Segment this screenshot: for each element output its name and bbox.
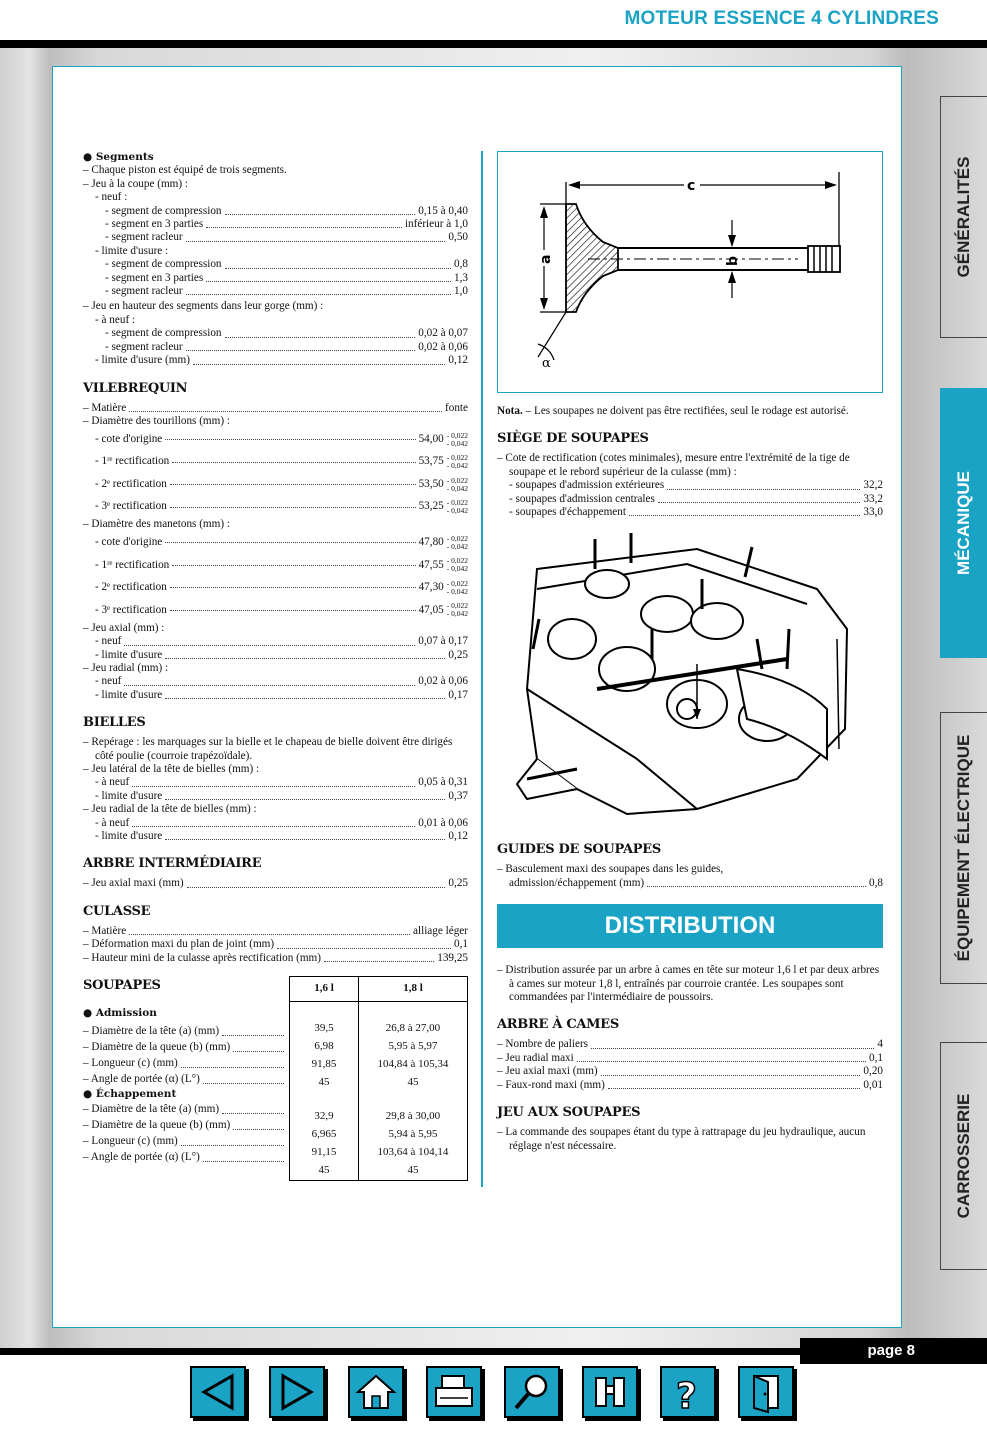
tab-generalites[interactable] (940, 96, 987, 338)
section-line: – Jeu latéral de la tête de bielles (mm) : (83, 762, 260, 775)
search-button[interactable] (504, 1366, 560, 1418)
nota: Nota. – Les soupapes ne doivent pas être rectifiées, seul le rodage est autorisé. (497, 405, 849, 417)
page-number-tab (800, 1338, 987, 1364)
spec-row: - 3ᵉ rectification 47,05 - 0,022 - 0,042 (95, 601, 468, 619)
spec-row: - segment de compression 0,15 à 0,40 (105, 204, 468, 217)
section-line: – Jeu radial (mm) : (83, 661, 169, 674)
spec-row: - 1ʳᵉ rectification 47,55 - 0,022 - 0,042 (95, 556, 468, 574)
spec-row: – Hauteur mini de la culasse après rectification (mm) 139,25 (83, 951, 468, 964)
tab-label: MÉCANIQUE (954, 471, 973, 575)
binoculars-button[interactable] (582, 1366, 638, 1418)
section-line: – Distribution assurée par un arbre à cames en tête sur moteur 1,6 l et par deux arbres à cames sur moteur 1,8 l, entraînés par courroie crantée. Les soupapes sont commandées par l'intermédiaire de poussoirs. (497, 964, 880, 1004)
spec-row: admission/échappement (mm) 0,8 (509, 876, 883, 889)
previous-page-icon (192, 1368, 244, 1416)
spec-row: – Jeu radial maxi 0,1 (497, 1051, 883, 1064)
soupapes-table (289, 976, 468, 1181)
cell: 45 (290, 1074, 359, 1092)
tab-carrosserie[interactable] (940, 1042, 987, 1270)
spec-row: – Diamètre de la queue (b) (mm) (83, 1117, 287, 1133)
spec-row: – Diamètre de la queue (b) (mm) (83, 1039, 287, 1055)
spec-row: – Angle de portée (α) (L°) (83, 1071, 287, 1087)
page-number: page 8 (867, 1342, 915, 1359)
spec-row: – Longueur (c) (mm) (83, 1055, 287, 1071)
cell: 103,64 à 104,14 (377, 1146, 449, 1159)
tab-mecanique[interactable] (940, 388, 987, 658)
next-page-button[interactable] (269, 1366, 325, 1418)
spec-row: - 2ᵉ rectification 53,50 - 0,022 - 0,042 (95, 475, 468, 493)
spec-row: - segment en 3 parties 1,3 (105, 271, 468, 284)
spec-row: – Longueur (c) (mm) (83, 1133, 287, 1149)
spec-row: – Angle de portée (α) (L°) (83, 1149, 287, 1165)
spec-row: - soupapes d'échappement 33,0 (509, 506, 883, 519)
cell: 32,9 (290, 1108, 359, 1126)
search-icon (506, 1368, 558, 1416)
cell: 6,98 (290, 1038, 359, 1056)
spec-row: - segment racleur 1,0 (105, 285, 468, 298)
content-page (52, 66, 902, 1328)
segments-sub: - à neuf : (95, 313, 136, 326)
spec-row: – Jeu axial maxi (mm) 0,20 (497, 1065, 883, 1078)
spec-row: - segment racleur 0,50 (105, 231, 468, 244)
section-line: – Diamètre des tourillons (mm) : (83, 414, 230, 427)
spec-row: - limite d'usure (mm) 0,12 (95, 354, 468, 367)
cell: 5,94 à 5,95 (388, 1128, 438, 1141)
spec-row: - cote d'origine 47,80 - 0,022 - 0,042 (95, 533, 468, 551)
spec-row: – Diamètre de la tête (a) (mm) (83, 1101, 287, 1117)
jeu-heading: JEU AUX SOUPAPES (497, 1105, 641, 1121)
cell: 6,965 (290, 1126, 359, 1144)
column-divider (481, 151, 483, 1187)
guides-heading: GUIDES DE SOUPAPES (497, 842, 661, 858)
chapter-title: MOTEUR ESSENCE 4 CYLINDRES (624, 8, 939, 29)
cell: 45 (407, 1164, 419, 1177)
section-line: – Repérage : les marquages sur la bielle et le chapeau de bielle doivent être dirigés côté poulie (courroie trapézoïdale). (83, 736, 453, 762)
tolerance: - 0,022 - 0,042 (446, 475, 468, 493)
spec-row: - segment de compression 0,8 (105, 258, 468, 271)
spec-row: - limite d'usure 0,37 (95, 789, 468, 802)
segments-heading: ● Segments (83, 151, 154, 163)
cylinder-head-illustration (497, 529, 883, 829)
left-column (83, 151, 468, 1177)
bielles-heading: BIELLES (83, 715, 146, 731)
cames-heading: ARBRE À CAMES (497, 1017, 619, 1033)
label-a: a (538, 254, 554, 264)
segments-line: – Jeu en hauteur des segments dans leur gorge (mm) : (83, 300, 324, 313)
tolerance: - 0,022 - 0,042 (446, 601, 468, 619)
home-button[interactable] (348, 1366, 404, 1418)
tolerance: - 0,022 - 0,042 (446, 430, 468, 448)
segments-section (83, 151, 468, 368)
cell: 91,15 (290, 1144, 359, 1162)
arbre-intermediaire-section (83, 856, 468, 890)
header (0, 0, 987, 40)
culasse-section (83, 904, 468, 965)
spec-row: – Matière alliage léger (83, 924, 468, 937)
help-icon (662, 1368, 714, 1416)
spec-row: – Matière fonte (83, 401, 468, 414)
label-b: b (725, 255, 741, 266)
spec-row: - 2ᵉ rectification 47,30 - 0,022 - 0,042 (95, 578, 468, 596)
echappement-heading: ● Échappement (83, 1088, 177, 1101)
spec-row: – Nombre de paliers 4 (497, 1038, 883, 1051)
spec-row: - soupapes d'admission centrales 33,2 (509, 492, 883, 505)
spec-row: - soupapes d'admission extérieures 32,2 (509, 479, 883, 492)
spec-row: - 1ʳᵉ rectification 53,75 - 0,022 - 0,042 (95, 453, 468, 471)
spec-row: - à neuf 0,05 à 0,31 (95, 776, 468, 789)
col-header: 1,8 l (359, 977, 468, 1002)
spec-row: - limite d'usure 0,25 (95, 648, 468, 661)
cell: 5,95 à 5,97 (388, 1040, 438, 1053)
spec-row: - segment racleur 0,02 à 0,06 (105, 340, 468, 353)
tolerance: - 0,022 - 0,042 (446, 498, 468, 516)
col-header: 1,6 l (290, 977, 359, 1002)
section-line: – Jeu axial (mm) : (83, 621, 165, 634)
tab-label: ÉQUIPEMENT ÉLECTRIQUE (954, 734, 973, 962)
spec-row: - limite d'usure 0,12 (95, 830, 468, 842)
label-alpha: α (542, 356, 551, 371)
cell: 45 (290, 1162, 359, 1181)
arbre-heading: ARBRE INTERMÉDIAIRE (83, 856, 262, 872)
spec-row: - 3ᵉ rectification 53,25 - 0,022 - 0,042 (95, 498, 468, 516)
spec-row: - segment en 3 parties inférieur à 1,0 (105, 218, 468, 231)
home-icon (350, 1368, 402, 1416)
tolerance: - 0,022 - 0,042 (446, 453, 468, 471)
cell: 39,5 (290, 1020, 359, 1038)
cell: 91,85 (290, 1056, 359, 1074)
spec-row: - cote d'origine 54,00 - 0,022 - 0,042 (95, 430, 468, 448)
label-c: c (687, 178, 696, 194)
valve-diagram (498, 152, 882, 390)
spec-row: – Diamètre de la tête (a) (mm) (83, 1023, 287, 1039)
cell: 26,8 à 27,00 (385, 1022, 441, 1035)
section-line: – Basculement maxi des soupapes dans les guides, (497, 863, 724, 876)
spec-row: - segment de compression 0,02 à 0,07 (105, 327, 468, 340)
spec-row: - limite d'usure 0,17 (95, 688, 468, 701)
soupapes-heading: SOUPAPES (83, 978, 161, 994)
tab-label: GÉNÉRALITÉS (954, 156, 973, 278)
spec-row: - neuf 0,07 à 0,17 (95, 635, 468, 648)
section-line: – Cote de rectification (cotes minimales), mesure entre l'extrémité de la tige de soupape et le rebord supérieur de la culasse (mm) : (497, 452, 850, 478)
print-icon (428, 1368, 480, 1416)
spec-row: - à neuf 0,01 à 0,06 (95, 816, 468, 829)
spec-row: – Déformation maxi du plan de joint (mm) 0,1 (83, 938, 468, 951)
cell: 29,8 à 30,00 (385, 1110, 441, 1123)
valve-figure (497, 151, 883, 393)
top-rule (0, 40, 987, 48)
spec-row: - neuf 0,02 à 0,06 (95, 675, 468, 688)
vilebrequin-heading: VILEBREQUIN (83, 380, 188, 396)
svg-text:?: ? (676, 1376, 697, 1416)
segments-line: – Chaque piston est équipé de trois segments. (83, 164, 287, 177)
cell: 45 (407, 1076, 419, 1089)
segments-sub: - neuf : (95, 191, 128, 204)
segments-sub: - limite d'usure : (95, 244, 169, 257)
exit-button[interactable] (738, 1366, 794, 1418)
help-button[interactable] (660, 1366, 716, 1418)
tolerance: - 0,022 - 0,042 (446, 533, 468, 551)
segments-line: – Jeu à la coupe (mm) : (83, 177, 189, 190)
binoculars-icon (584, 1368, 636, 1416)
tab-equipement-electrique[interactable] (940, 712, 987, 984)
right-column (497, 151, 883, 1153)
tolerance: - 0,022 - 0,042 (446, 556, 468, 574)
bielles-section (83, 715, 468, 843)
tolerance: - 0,022 - 0,042 (446, 578, 468, 596)
previous-page-button[interactable] (190, 1366, 246, 1418)
distribution-banner: DISTRIBUTION (497, 904, 883, 948)
spec-row: – Jeu axial maxi (mm) 0,25 (83, 877, 468, 890)
section-line: – La commande des soupapes étant du type à rattrapage du jeu hydraulique, aucun réglage n'est nécessaire. (497, 1126, 866, 1152)
culasse-heading: CULASSE (83, 903, 151, 919)
soupapes-section (83, 978, 468, 1177)
siege-heading: SIÈGE DE SOUPAPES (497, 431, 649, 447)
exit-icon (740, 1368, 792, 1416)
section-line: – Diamètre des manetons (mm) : (83, 518, 230, 531)
spec-row: – Faux-rond maxi (mm) 0,01 (497, 1078, 883, 1091)
section-line: – Jeu radial de la tête de bielles (mm) : (83, 803, 257, 816)
cell: 104,84 à 105,34 (377, 1058, 449, 1071)
vilebrequin-section (83, 381, 468, 703)
admission-heading: ● Admission (83, 1007, 157, 1020)
tab-label: CARROSSERIE (954, 1093, 973, 1219)
next-page-icon (271, 1368, 323, 1416)
print-button[interactable] (426, 1366, 482, 1418)
